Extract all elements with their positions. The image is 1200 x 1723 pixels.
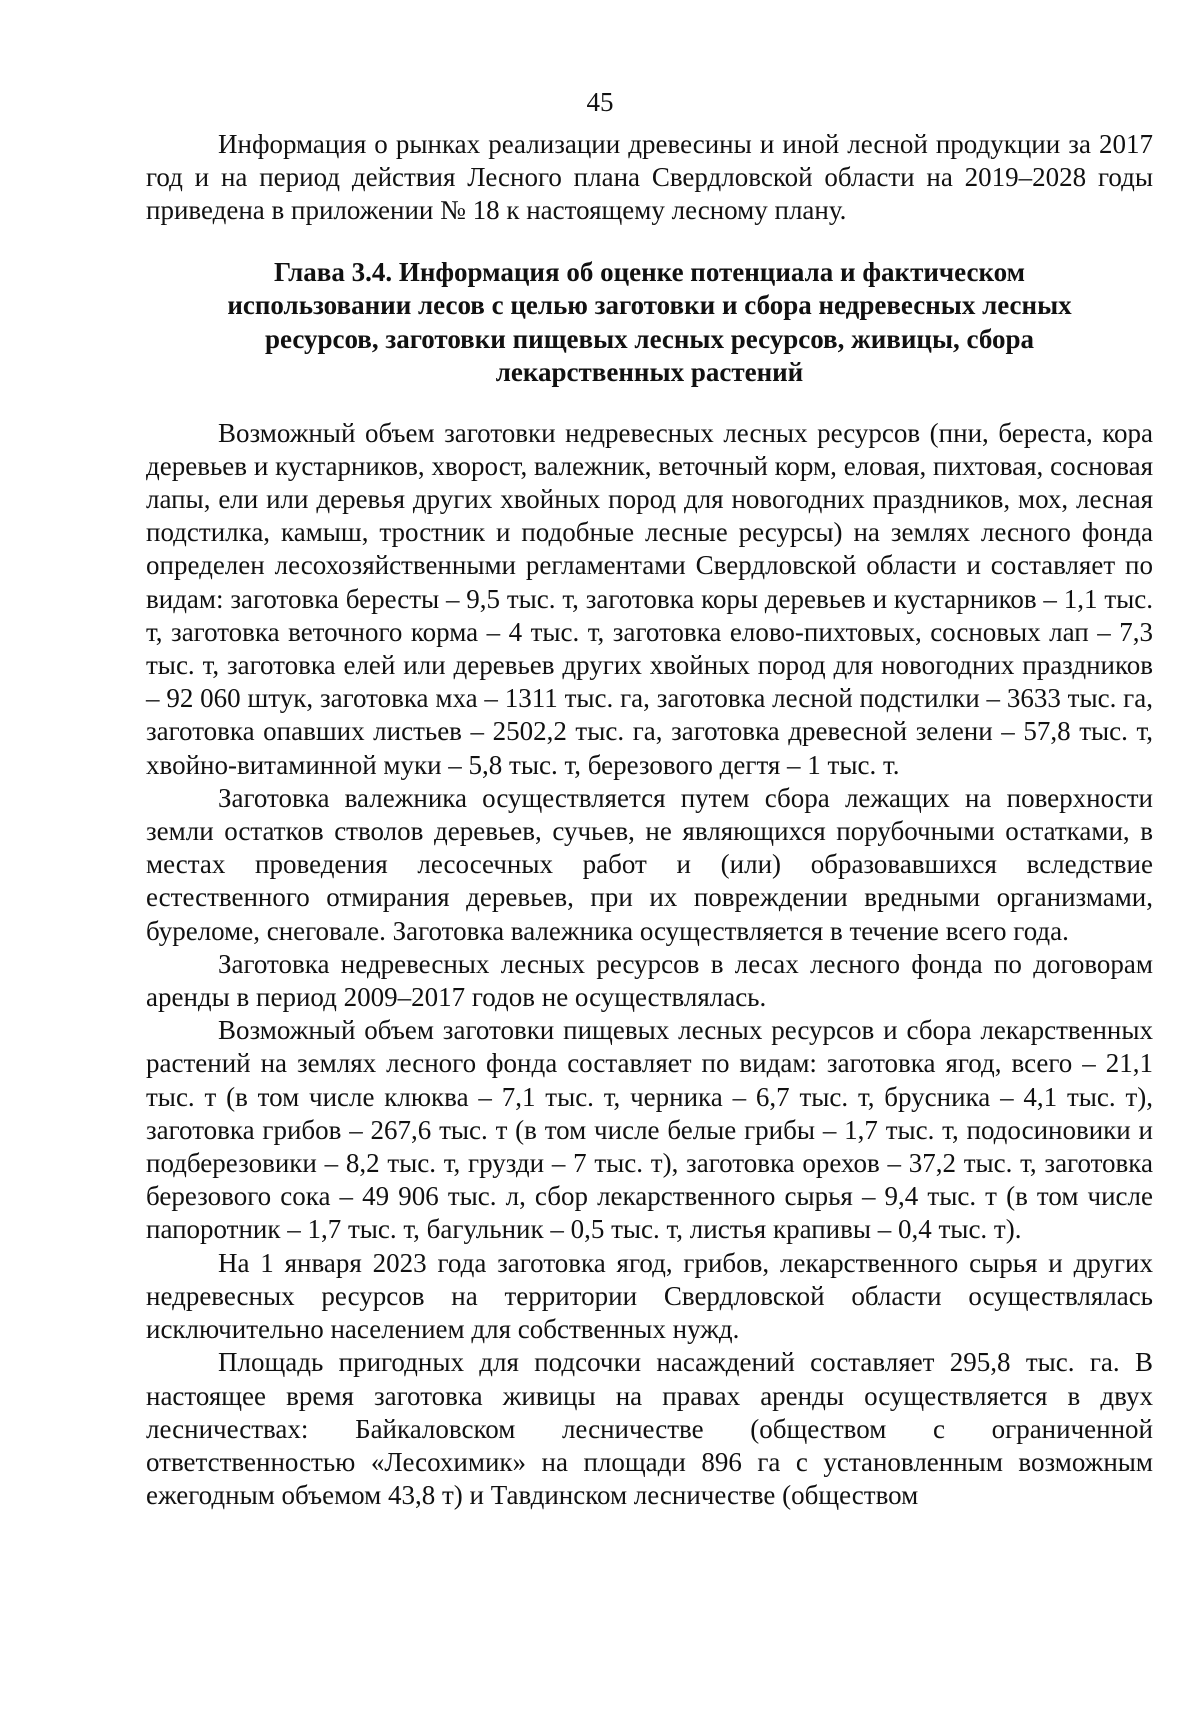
body-paragraph: Заготовка недревесных лесных ресурсов в лесах лесного фонда по договорам аренды в период 2009–2017 годов не осуществлялась. xyxy=(146,948,1153,1013)
intro-paragraph: Информация о рынках реализации древесины и иной лесной продукции за 2017 год и на период действия Лесного плана Свердловской области на 2019–2028 годы приведена в приложении № 18 к настоящему лесному плану. xyxy=(146,129,1153,226)
chapter-heading-line: Глава 3.4. Информация об оценке потенциала и фактическом xyxy=(273,256,1026,287)
chapter-heading-line: лекарственных растений xyxy=(495,357,804,388)
page-content xyxy=(146,128,1153,1512)
body-paragraph: Заготовка валежника осуществляется путем сбора лежащих на поверхности земли остатков стволов деревьев, сучьев, не являющихся порубочными остатками, в местах проведения лесосечных работ и (или) образовавшихся вследствие естественного отмирания деревьев, при их повреждении вредными организмами, буреломе, снеговале. Заготовка валежника осуществляется в течение всего года. xyxy=(146,782,1153,946)
body-paragraph: Возможный объем заготовки недревесных лесных ресурсов (пни, береста, кора деревьев и кустарников, хворост, валежник, веточный корм, еловая, пихтовая, сосновая лапы, ели или деревья других хвойных пород для новогодних праздников, мох, лесная подстилка, камыш, тростник и подобные лесные ресурсы) на землях лесного фонда определен лесохозяйственными регламентами Свердловской области и составляет по видам: заготовка бересты – 9,5 тыс. т, заготовка коры деревьев и кустарников – 1,1 тыс. т, заготовка веточного корма – 4 тыс. т, заготовка елово-пихтовых, сосновых лап – 7,3 тыс. т, заготовка елей или деревьев других хвойных пород для новогодних праздников – 92 060 штук, заготовка мха – 1311 тыс. га, заготовка лесной подстилки – 3633 тыс. га, заготовка опавших листьев – 2502,2 тыс. га, заготовка древесной зелени – 57,8 тыс. т, хвойно-витаминной муки – 5,8 тыс. т, березового дегтя – 1 тыс. т. xyxy=(146,417,1153,780)
body-paragraph: На 1 января 2023 года заготовка ягод, грибов, лекарственного сырья и других недревесных ресурсов на территории Свердловской области осуществлялась исключительно населением для собственных нужд. xyxy=(146,1247,1153,1345)
chapter-heading xyxy=(146,256,1153,390)
chapter-heading-line: ресурсов, заготовки пищевых лесных ресурсов, живицы, сбора xyxy=(264,323,1034,354)
page-number: 45 xyxy=(586,87,614,117)
chapter-heading-line: использовании лесов с целью заготовки и сбора недревесных лесных xyxy=(227,290,1072,321)
body-paragraph: Возможный объем заготовки пищевых лесных ресурсов и сбора лекарственных растений на землях лесного фонда составляет по видам: заготовка ягод, всего – 21,1 тыс. т (в том числе клюква – 7,1 тыс. т, черника – 6,7 тыс. т, брусника – 4,1 тыс. т), заготовка грибов – 267,6 тыс. т (в том числе белые грибы – 1,7 тыс. т, подосиновики и подберезовики – 8,2 тыс. т, грузди – 7 тыс. т), заготовка орехов – 37,2 тыс. т, заготовка березового сока – 49 906 тыс. л, сбор лекарственного сырья – 9,4 тыс. т (в том числе папоротник – 1,7 тыс. т, багульник – 0,5 тыс. т, листья крапивы – 0,4 тыс. т). xyxy=(146,1015,1153,1245)
body-paragraph: Площадь пригодных для подсочки насаждений составляет 295,8 тыс. га. В настоящее время заготовка живицы на правах аренды осуществляется в двух лесничествах: Байкаловском лесничестве (обществом с ограниченной ответственностью «Лесохимик» на площади 896 га с установленным возможным ежегодным объемом 43,8 т) и Тавдинском лесничестве (обществом xyxy=(146,1347,1153,1511)
